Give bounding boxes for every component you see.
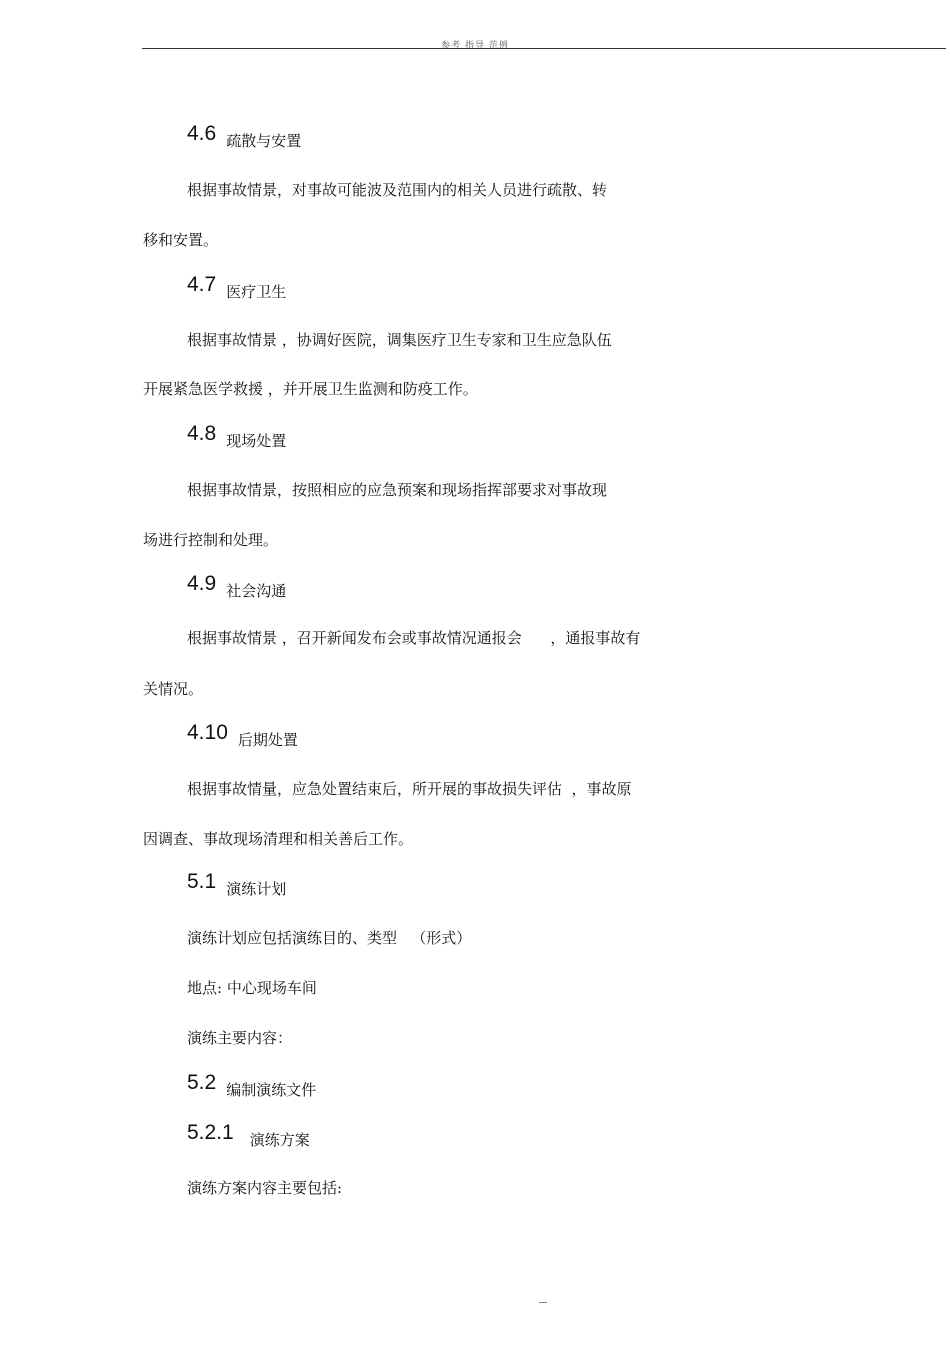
- section-number: 5.2.1: [187, 1121, 234, 1144]
- section-title: 社会沟通: [226, 582, 287, 600]
- section-number: 4.9: [187, 572, 217, 595]
- section-heading-4-8: [187, 422, 287, 450]
- section-heading-4-6: [187, 122, 302, 150]
- paragraph-line: 开展紧急医学救援 ，并开展卫生监测和防疫工作。: [143, 380, 478, 398]
- section-heading-4-7: [187, 273, 287, 301]
- paragraph-line: 根据事故情景，对事故可能波及范围内的相关人员进行疏散、转: [187, 181, 608, 199]
- section-number: 4.6: [187, 122, 217, 145]
- paragraph-line: 关情况。: [143, 680, 204, 698]
- paragraph-line: 地点: 中心现场车间: [187, 979, 317, 997]
- section-title: 疏散与安置: [226, 132, 302, 150]
- paragraph-line: 因调查、事故现场清理和相关善后工作。: [143, 830, 414, 848]
- section-title: 演练计划: [226, 880, 287, 898]
- paragraph-line: 场进行控制和处理。: [143, 531, 279, 549]
- paragraph-line: 根据事故情景，按照相应的应急预案和现场指挥部要求对事故现: [187, 481, 608, 499]
- section-number: 4.8: [187, 422, 217, 445]
- section-heading-5-2: [187, 1071, 317, 1099]
- section-title: 后期处置: [237, 731, 298, 749]
- section-title: 医疗卫生: [226, 283, 287, 301]
- section-heading-5-1: [187, 870, 287, 898]
- paragraph-line: 根据事故情景 ，召开新闻发布会或事故情况通报会 ，通报事故有: [187, 629, 641, 647]
- section-number: 5.2: [187, 1071, 217, 1094]
- header-text: 参考 指导 范例: [441, 41, 509, 51]
- header-divider: [142, 48, 946, 49]
- section-title: 演练方案: [249, 1131, 310, 1149]
- section-heading-5-2-1: [187, 1121, 310, 1149]
- paragraph-line: 移和安置。: [143, 231, 219, 249]
- paragraph-line: 演练计划应包括演练目的、类型 （形式）: [187, 929, 472, 947]
- footer-mark: [539, 1302, 547, 1303]
- section-number: 4.7: [187, 273, 217, 296]
- section-title: 现场处置: [226, 432, 287, 450]
- section-title: 编制演练文件: [226, 1081, 317, 1099]
- paragraph-line: 演练主要内容：: [187, 1029, 293, 1047]
- section-heading-4-10: [187, 721, 298, 749]
- paragraph-line: 根据事故情量，应急处置结束后，所开展的事故损失评估 ，事故原: [187, 780, 632, 798]
- section-number: 4.10: [187, 721, 228, 744]
- section-heading-4-9: [187, 572, 287, 600]
- paragraph-line: 根据事故情景 ，协调好医院，调集医疗卫生专家和卫生应急队伍: [187, 331, 612, 349]
- paragraph-line: 演练方案内容主要包括:: [187, 1179, 343, 1197]
- section-number: 5.1: [187, 870, 217, 893]
